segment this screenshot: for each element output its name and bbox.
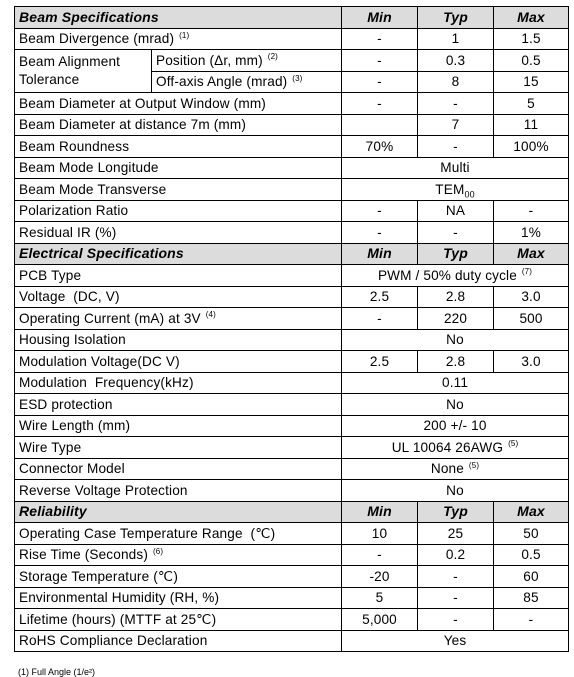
- value-typ: -: [418, 587, 494, 609]
- value-min: -: [342, 71, 418, 93]
- footnote-ref: (6): [152, 546, 164, 556]
- table-row: [15, 179, 569, 201]
- row-label: [15, 28, 342, 50]
- value-min: -: [342, 308, 418, 330]
- value-typ: 7: [418, 114, 494, 136]
- value-typ: 1: [418, 28, 494, 50]
- value-merged: Yes: [342, 630, 569, 652]
- value-typ: 2.8: [418, 286, 494, 308]
- col-typ-header: Typ: [418, 7, 494, 29]
- row-label: Residual IR (%): [15, 222, 342, 244]
- row-label: ESD protection: [15, 394, 342, 416]
- value-min: -: [342, 93, 418, 115]
- reliability-section-header: [15, 501, 569, 523]
- row-label: Beam Mode Longitude: [15, 157, 342, 179]
- table-row: [15, 157, 569, 179]
- table-row: [15, 630, 569, 652]
- table-row: [15, 394, 569, 416]
- value-min: 70%: [342, 136, 418, 158]
- footnote-ref: (2): [267, 52, 278, 62]
- row-label: Environmental Humidity (RH, %): [15, 587, 342, 609]
- table-row: [15, 609, 569, 631]
- table-row: [15, 28, 569, 50]
- value-max: 1.5: [494, 28, 569, 50]
- value-min: -: [342, 222, 418, 244]
- table-row: [15, 200, 569, 222]
- value-max: 0.5: [494, 544, 569, 566]
- value-min: 2.5: [342, 351, 418, 373]
- value-max: 1%: [494, 222, 569, 244]
- value-min: 5,000: [342, 609, 418, 631]
- row-label: Housing Isolation: [15, 329, 342, 351]
- col-min-header: Min: [342, 243, 418, 265]
- value-max: 3.0: [494, 286, 569, 308]
- value-typ: 0.2: [418, 544, 494, 566]
- value-typ: -: [418, 222, 494, 244]
- value-text: UL 10064 26AWG: [391, 439, 504, 455]
- table-row: [15, 93, 569, 115]
- row-label: Beam Diameter at distance 7m (mm): [15, 114, 342, 136]
- value-max: 100%: [494, 136, 569, 158]
- value-max: 85: [494, 587, 569, 609]
- table-row: [15, 480, 569, 502]
- value-typ: -: [418, 609, 494, 631]
- table-row: [15, 329, 569, 351]
- table-row: [15, 458, 569, 480]
- table-row: [15, 136, 569, 158]
- value-merged: No: [342, 329, 569, 351]
- value-max: 0.5: [494, 50, 569, 72]
- value-typ: 0.3: [418, 50, 494, 72]
- value-max: 60: [494, 566, 569, 588]
- row-label: Operating Case Temperature Range (℃): [15, 523, 342, 545]
- row-label: Storage Temperature (℃): [15, 566, 342, 588]
- footnote-ref: (5): [468, 460, 480, 470]
- row-label: Modulation Frequency(kHz): [15, 372, 342, 394]
- table-row: [15, 114, 569, 136]
- table-row: [15, 437, 569, 459]
- label-text: Off-axis Angle (mrad): [156, 74, 288, 90]
- reliability-heading: Reliability: [15, 501, 342, 523]
- col-max-header: Max: [494, 7, 569, 29]
- row-label: Connector Model: [15, 458, 342, 480]
- value-typ: 220: [418, 308, 494, 330]
- value-merged: [342, 437, 569, 459]
- beam-section-header: [15, 7, 569, 29]
- value-merged: [342, 458, 569, 480]
- row-label: Voltage (DC, V): [15, 286, 342, 308]
- electrical-section-header: [15, 243, 569, 265]
- value-typ: -: [418, 136, 494, 158]
- value-typ: 2.8: [418, 351, 494, 373]
- row-label: Beam Alignment Tolerance: [15, 50, 152, 93]
- row-label: RoHS Compliance Declaration: [15, 630, 342, 652]
- value-min: 2.5: [342, 286, 418, 308]
- footnote-ref: (5): [508, 439, 519, 449]
- row-label: Wire Length (mm): [15, 415, 342, 437]
- table-row: [15, 372, 569, 394]
- row-label: Modulation Voltage(DC V): [15, 351, 342, 373]
- row-label: Beam Roundness: [15, 136, 342, 158]
- value-max: 5: [494, 93, 569, 115]
- value-min: -: [342, 50, 418, 72]
- row-sublabel: [152, 50, 342, 72]
- table-row: [15, 544, 569, 566]
- row-label: Beam Diameter at Output Window (mm): [15, 93, 342, 115]
- value-typ: NA: [418, 200, 494, 222]
- value-merged: [342, 265, 569, 287]
- value-max: 11: [494, 114, 569, 136]
- value-max: 3.0: [494, 351, 569, 373]
- value-max: 50: [494, 523, 569, 545]
- value-typ: 8: [418, 71, 494, 93]
- footnote-ref: (4): [205, 310, 216, 320]
- mode-subscript: 00: [464, 189, 475, 200]
- value-max: 15: [494, 71, 569, 93]
- table-row: [15, 286, 569, 308]
- value-max: -: [494, 200, 569, 222]
- col-max-header: Max: [494, 243, 569, 265]
- table-row: [15, 50, 569, 72]
- value-min: -: [342, 544, 418, 566]
- value-typ: -: [418, 93, 494, 115]
- table-row: [15, 415, 569, 437]
- footnote-ref: (1): [179, 30, 190, 40]
- table-row: [15, 587, 569, 609]
- table-row: [15, 523, 569, 545]
- label-text: Operating Current (mA) at 3V: [19, 310, 201, 326]
- value-text: PWM / 50% duty cycle: [377, 267, 517, 283]
- col-typ-header: Typ: [418, 501, 494, 523]
- value-min: -: [342, 200, 418, 222]
- value-min: -: [342, 28, 418, 50]
- col-min-header: Min: [342, 7, 418, 29]
- col-min-header: Min: [342, 501, 418, 523]
- table-row: [15, 566, 569, 588]
- value-min: [342, 114, 418, 136]
- row-label: [15, 544, 342, 566]
- row-label: Wire Type: [15, 437, 342, 459]
- value-merged: No: [342, 394, 569, 416]
- value-max: 500: [494, 308, 569, 330]
- table-row: [15, 351, 569, 373]
- table-row: [15, 308, 569, 330]
- spec-table: [14, 6, 569, 652]
- value-merged: 0.11: [342, 372, 569, 394]
- beam-heading: Beam Specifications: [15, 7, 342, 29]
- label-text: Beam Divergence (mrad): [19, 31, 175, 47]
- row-label: PCB Type: [15, 265, 342, 287]
- value-text: None: [430, 461, 464, 477]
- value-merged: 200 +/- 10: [342, 415, 569, 437]
- value-max: -: [494, 609, 569, 631]
- row-label: Polarization Ratio: [15, 200, 342, 222]
- value-min: 10: [342, 523, 418, 545]
- value-merged: Multi: [342, 157, 569, 179]
- value-merged: No: [342, 480, 569, 502]
- value-typ: -: [418, 566, 494, 588]
- value-typ: 25: [418, 523, 494, 545]
- value-min: -20: [342, 566, 418, 588]
- value-merged: [342, 179, 569, 201]
- row-label: [15, 308, 342, 330]
- row-label: Lifetime (hours) (MTTF at 25℃): [15, 609, 342, 631]
- footnote-ref: (7): [521, 267, 533, 277]
- col-max-header: Max: [494, 501, 569, 523]
- table-row: [15, 222, 569, 244]
- col-typ-header: Typ: [418, 243, 494, 265]
- row-sublabel: [152, 71, 342, 93]
- table-row: [15, 265, 569, 287]
- row-label: Beam Mode Transverse: [15, 179, 342, 201]
- footnote-text: (1) Full Angle (1/e²): [18, 667, 96, 677]
- mode-text: TEM: [435, 181, 465, 197]
- label-text: Position (Δr, mm): [156, 52, 263, 68]
- label-text: Rise Time (Seconds): [19, 547, 149, 563]
- row-label: Reverse Voltage Protection: [15, 480, 342, 502]
- footnote-ref: (3): [292, 73, 303, 83]
- electrical-heading: Electrical Specifications: [15, 243, 342, 265]
- value-min: 5: [342, 587, 418, 609]
